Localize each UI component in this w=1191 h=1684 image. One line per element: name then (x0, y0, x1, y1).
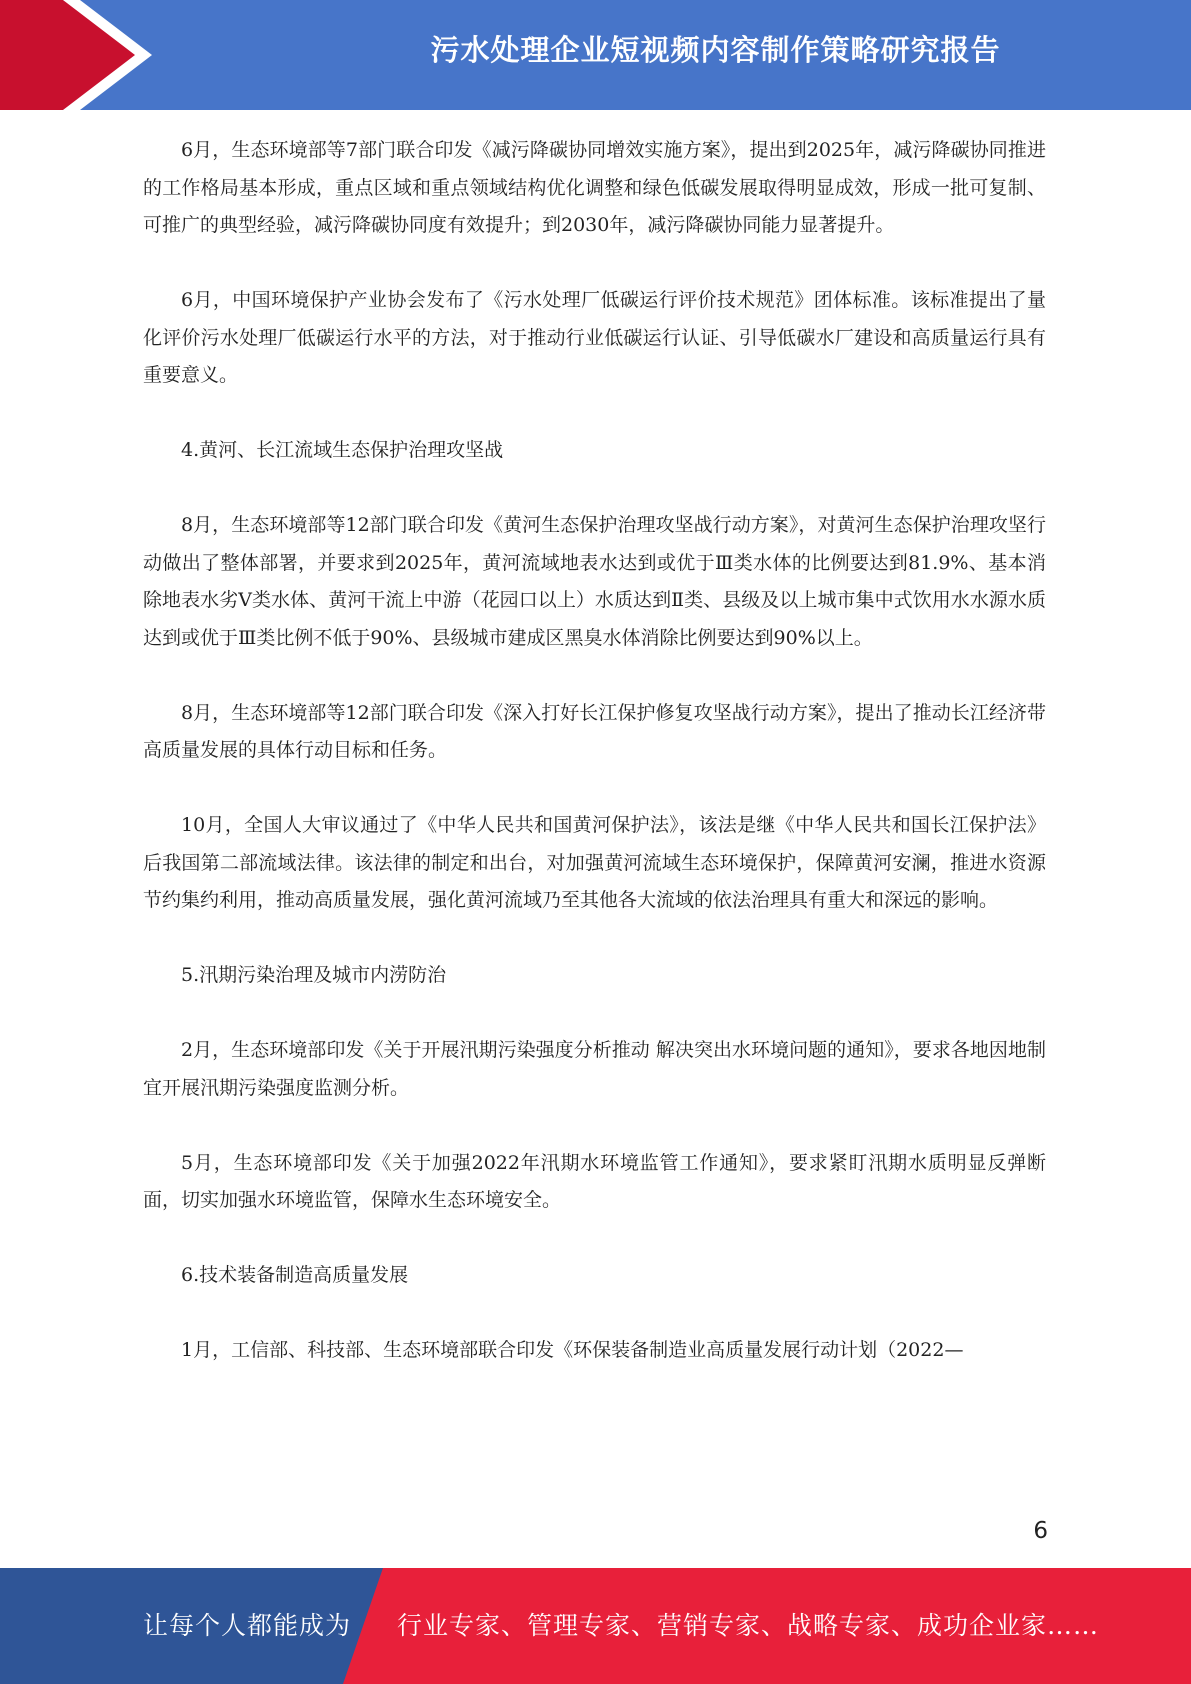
section-heading-5: 5.汛期污染治理及城市内涝防治 (181, 964, 447, 986)
paragraph-7: 5月，生态环境部印发《关于加强2022年汛期水环境监管工作通知》，要求紧盯汛期水质明显反弹断面，切实加强水环境监管，保障水生态环境安全。 (143, 1151, 1046, 1211)
document-body (143, 132, 1046, 1370)
paragraph-1: 6月，生态环境部等7部门联合印发《减污降碳协同增效实施方案》，提出到2025年，减污降碳协同推进的工作格局基本形成，重点区域和重点领域结构优化调整和绿色低碳发展取得明显成效，形成一批可复制、可推广的典型经验，减污降碳协同度有效提升；到2030年，减污降碳协同能力显著提升。 (143, 139, 1046, 236)
paragraph-4: 8月，生态环境部等12部门联合印发《深入打好长江保护修复攻坚战行动方案》，提出了推动长江经济带高质量发展的具体行动目标和任务。 (143, 701, 1046, 761)
footer-slogan-right: 行业专家、管理专家、营销专家、战略专家、成功企业家…… (397, 1611, 1100, 1640)
paragraph-8: 1月，工信部、科技部、生态环境部联合印发《环保装备制造业高质量发展行动计划（2022— (181, 1339, 964, 1361)
page-footer (0, 1568, 1191, 1684)
footer-slogan-left: 让每个人都能成为 (143, 1611, 352, 1640)
paragraph-6: 2月，生态环境部印发《关于开展汛期污染强度分析推动 解决突出水环境问题的通知》，要求各地因地制宜开展汛期污染强度监测分析。 (143, 1039, 1046, 1099)
page-header (0, 0, 1191, 110)
section-heading-4: 4.黄河、长江流域生态保护治理攻坚战 (181, 439, 504, 461)
paragraph-3: 8月，生态环境部等12部门联合印发《黄河生态保护治理攻坚战行动方案》，对黄河生态保护治理攻坚行动做出了整体部署，并要求到2025年，黄河流域地表水达到或优于Ⅲ类水体的比例要达到81.9%、基本消除地表水劣Ⅴ类水体、黄河干流上中游（花园口以上）水质达到Ⅱ类、县级及以上城市集中式饮用水水源水质达到或优于Ⅲ类比例不低于90%、县级城市建成区黑臭水体消除比例要达到90%以上。 (143, 514, 1046, 649)
page-number: 6 (1033, 1518, 1048, 1544)
section-heading-6: 6.技术装备制造高质量发展 (181, 1264, 409, 1286)
paragraph-5: 10月，全国人大审议通过了《中华人民共和国黄河保护法》，该法是继《中华人民共和国长江保护法》后我国第二部流域法律。该法律的制定和出台，对加强黄河流域生态环境保护，保障黄河安澜，推进水资源节约集约利用，推动高质量发展，强化黄河流域乃至其他各大流域的依法治理具有重大和深远的影响。 (143, 814, 1046, 911)
paragraph-2: 6月，中国环境保护产业协会发布了《污水处理厂低碳运行评价技术规范》团体标准。该标准提出了量化评价污水处理厂低碳运行水平的方法，对于推动行业低碳运行认证、引导低碳水厂建设和高质量运行具有重要意义。 (143, 289, 1046, 386)
page-title: 污水处理企业短视频内容制作策略研究报告 (430, 33, 1001, 67)
